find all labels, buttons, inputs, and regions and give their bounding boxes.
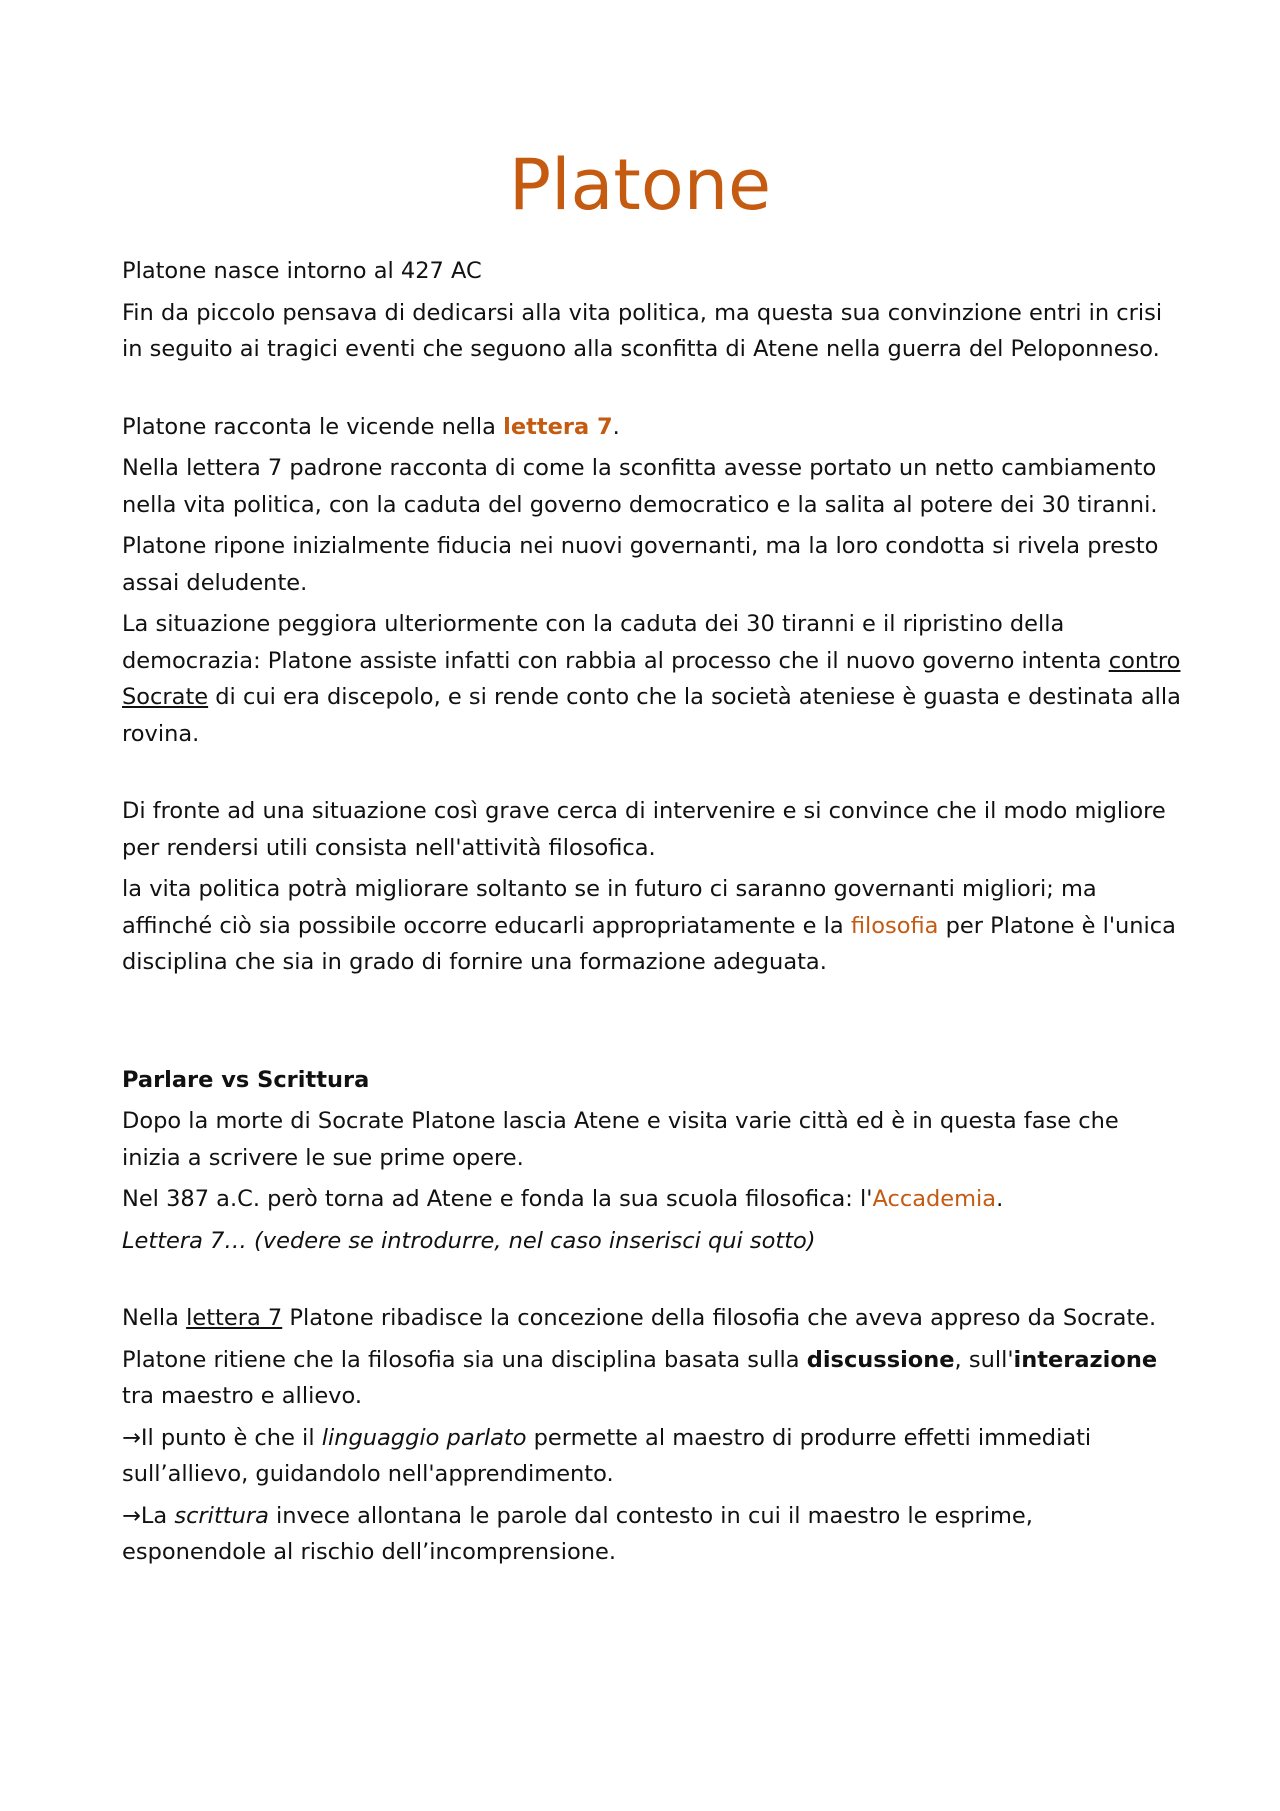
text-run: Platone ribadisce la concezione della filosofia che aveva appreso da Socrate. bbox=[282, 1305, 1157, 1331]
text-run: La bbox=[140, 1502, 175, 1529]
underline-lettera-7: lettera 7 bbox=[186, 1305, 283, 1331]
text-run: . bbox=[996, 1186, 1004, 1212]
paragraph bbox=[122, 606, 1182, 752]
paragraph bbox=[122, 1420, 1182, 1493]
highlight-accademia: Accademia bbox=[872, 1186, 997, 1212]
text-run: tra maestro e allievo. bbox=[122, 1383, 362, 1409]
text-run: permette al maestro di produrre effetti immediati sull’allievo, guidandolo nell'apprendimento. bbox=[122, 1424, 1092, 1487]
paragraph: Fin da piccolo pensava di dedicarsi alla vita politica, ma questa sua convinzione entri in crisi in seguito ai tragici eventi che seguono alla sconfitta di Atene nella guerra del Peloponneso. bbox=[122, 299, 1163, 362]
paragraph bbox=[122, 1342, 1182, 1415]
text-run: . bbox=[612, 413, 620, 440]
highlight-lettera-7: lettera 7 bbox=[503, 413, 613, 440]
spacer bbox=[122, 986, 1182, 1062]
text-run: Platone ritiene che la filosofia sia una disciplina basata sulla bbox=[122, 1346, 807, 1373]
spacer bbox=[122, 1264, 1182, 1300]
paragraph: Nella lettera 7 padrone racconta di come la sconfitta avesse portato un netto cambiamento nella vita politica, con la caduta del governo democratico e la salita al potere dei 30 tiranni. bbox=[122, 455, 1158, 518]
page-title: Platone bbox=[508, 144, 772, 226]
document-body bbox=[122, 253, 1182, 1576]
paragraph: Di fronte ad una situazione così grave cerca di intervenire e si convince che il modo migliore per rendersi utili consista nell'attività filosofica. bbox=[122, 798, 1166, 861]
paragraph bbox=[122, 1300, 1182, 1337]
text-run: Platone racconta le vicende nella bbox=[122, 413, 504, 440]
underline-contro-socrate: contro Socrate bbox=[122, 647, 1181, 710]
section-heading: Parlare vs Scrittura bbox=[122, 1066, 370, 1093]
paragraph bbox=[122, 1498, 1182, 1571]
spacer bbox=[122, 373, 1182, 409]
paragraph bbox=[122, 409, 1182, 446]
arrow-icon: → bbox=[122, 1424, 141, 1451]
italic-scrittura: scrittura bbox=[174, 1502, 269, 1529]
text-run: di cui era discepolo, e si rende conto che la società ateniese è guasta e destinata alla rovina. bbox=[122, 684, 1181, 747]
text-run: , sull' bbox=[954, 1346, 1014, 1373]
text-run: Nella bbox=[122, 1305, 187, 1331]
text-run: invece allontana le parole dal contesto in cui il maestro le esprime, esponendole al rischio dell’incomprensione. bbox=[122, 1502, 1033, 1565]
bold-interazione: interazione bbox=[1013, 1346, 1158, 1373]
text-run: la vita politica potrà migliorare soltanto se in futuro ci saranno governanti migliori; ma affinché ciò sia possibile occorre educarli appropriatamente e la bbox=[122, 876, 1097, 939]
arrow-icon: → bbox=[122, 1502, 141, 1529]
highlight-filosofia: filosofia bbox=[850, 912, 939, 939]
text-run: Il punto è che il bbox=[140, 1424, 322, 1451]
text-run: La situazione peggiora ulteriormente con la caduta dei 30 tiranni e il ripristino della democrazia: Platone assiste infatti con rabbia al processo che il nuovo governo intenta bbox=[122, 611, 1109, 674]
paragraph-note: Lettera 7… (vedere se introdurre, nel caso inserisci qui sotto) bbox=[122, 1227, 816, 1254]
paragraph: Dopo la morte di Socrate Platone lascia Atene e visita varie città ed è in questa fase che inizia a scrivere le sue prime opere. bbox=[122, 1108, 1119, 1171]
text-run: per Platone è l'unica disciplina che sia in grado di fornire una formazione adeguata. bbox=[122, 912, 1176, 975]
spacer bbox=[122, 757, 1182, 793]
paragraph: Platone nasce intorno al 427 AC bbox=[122, 258, 482, 284]
bold-discussione: discussione bbox=[806, 1346, 955, 1373]
italic-linguaggio-parlato: linguaggio parlato bbox=[321, 1424, 527, 1451]
text-run: Nel 387 a.C. però torna ad Atene e fonda la sua scuola filosofica: l' bbox=[122, 1186, 873, 1212]
paragraph bbox=[122, 1181, 1182, 1218]
paragraph: Platone ripone inizialmente fiducia nei nuovi governanti, ma la loro condotta si rivela presto assai deludente. bbox=[122, 533, 1159, 596]
paragraph bbox=[122, 871, 1182, 981]
